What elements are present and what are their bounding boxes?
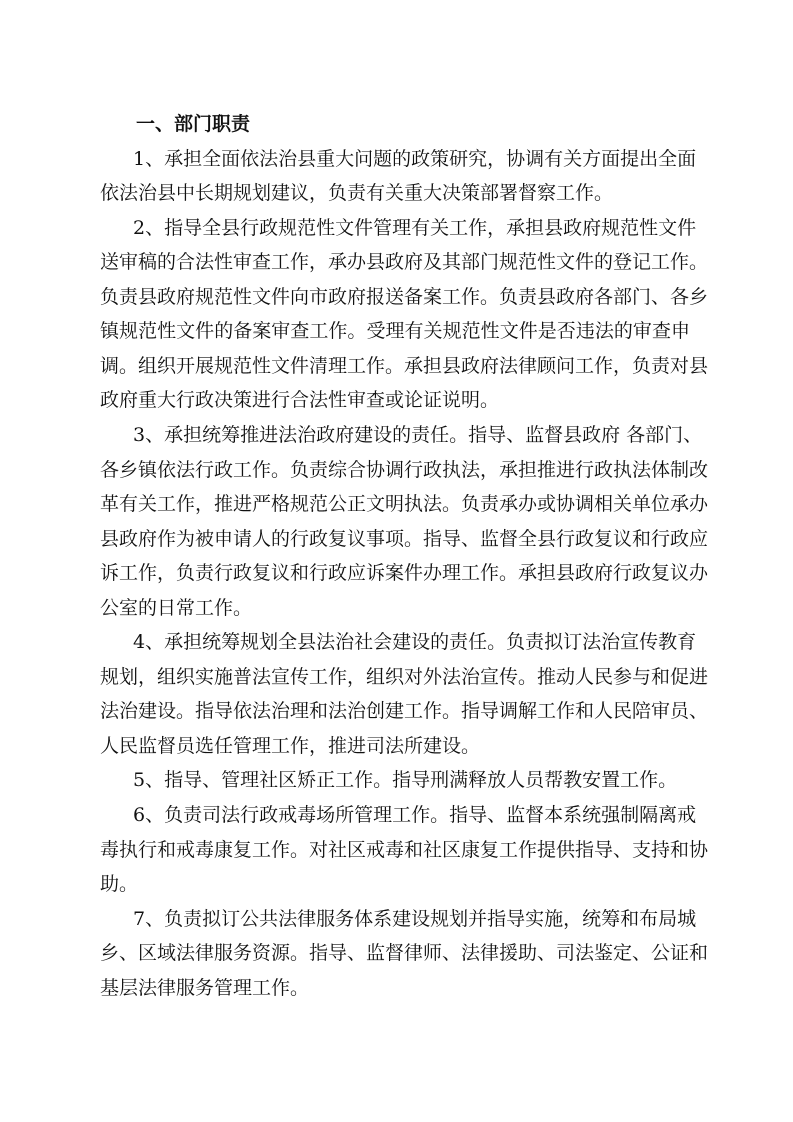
paragraph-6-line: 6、负责司法行政戒毒场所管理工作。指导、监督本系统强制隔离戒 bbox=[133, 804, 697, 826]
paragraph-7-line: 乡、区域法律服务资源。指导、监督律师、法律援助、司法鉴定、公证和 bbox=[100, 942, 709, 965]
paragraph-6-line: 助。 bbox=[100, 873, 139, 896]
paragraph-2-line: 调。组织开展规范性文件清理工作。承担县政府法律顾问工作，负责对县 bbox=[100, 354, 709, 377]
paragraph-2-line: 镇规范性文件的备案审查工作。受理有关规范性文件是否违法的审查申 bbox=[100, 320, 690, 343]
section-title: 一、部门职责 bbox=[136, 113, 251, 135]
paragraph-3-line: 公室的日常工作。 bbox=[100, 596, 253, 619]
paragraph-2-line: 政府重大行政决策进行合法性审查或论证说明。 bbox=[100, 389, 500, 412]
paragraph-4-line: 4、承担统筹规划全县法治社会建设的责任。负责拟订法治宣传教育 bbox=[133, 631, 697, 654]
paragraph-1-line: 1、承担全面依法治县重大问题的政策研究，协调有关方面提出全面 bbox=[133, 147, 697, 170]
paragraph-7-line: 7、负责拟订公共法律服务体系建设规划并指导实施，统筹和布局城 bbox=[133, 907, 697, 930]
paragraph-6-line: 毒执行和戒毒康复工作。对社区戒毒和社区康复工作提供指导、支持和协 bbox=[100, 838, 709, 861]
paragraph-3-line: 3、承担统筹推进法治政府建设的责任。指导、监督县政府 各部门、 bbox=[133, 423, 703, 446]
paragraph-5-line: 5、指导、管理社区矫正工作。指导刑满释放人员帮教安置工作。 bbox=[133, 769, 678, 792]
paragraph-7-line: 基层法律服务管理工作。 bbox=[100, 976, 310, 999]
paragraph-2-line: 负责县政府规范性文件向市政府报送备案工作。负责县政府各部门、各乡 bbox=[100, 285, 709, 308]
paragraph-4-line: 规划，组织实施普法宣传工作，组织对外法治宣传。推动人民参与和促进 bbox=[100, 665, 709, 688]
paragraph-2-line: 2、指导全县行政规范性文件管理有关工作，承担县政府规范性文件 bbox=[133, 216, 697, 239]
paragraph-4-line: 法治建设。指导依法治理和法治创建工作。指导调解工作和人民陪审员、 bbox=[100, 700, 709, 723]
paragraph-4-line: 人民监督员选任管理工作，推进司法所建设。 bbox=[100, 734, 481, 757]
paragraph-3-line: 革有关工作，推进严格规范公正文明执法。负责承办或协调相关单位承办 bbox=[100, 493, 709, 516]
paragraph-1-line: 依法治县中长期规划建议，负责有关重大决策部署督察工作。 bbox=[100, 182, 614, 205]
paragraph-2-line: 送审稿的合法性审查工作，承办县政府及其部门规范性文件的登记工作。 bbox=[100, 251, 709, 274]
paragraph-3-line: 各乡镇依法行政工作。负责综合协调行政执法，承担推进行政执法体制改 bbox=[100, 458, 709, 481]
paragraph-3-line: 诉工作，负责行政复议和行政应诉案件办理工作。承担县政府行政复议办 bbox=[100, 562, 709, 585]
paragraph-3-line: 县政府作为被申请人的行政复议事项。指导、监督全县行政复议和行政应 bbox=[100, 527, 709, 550]
